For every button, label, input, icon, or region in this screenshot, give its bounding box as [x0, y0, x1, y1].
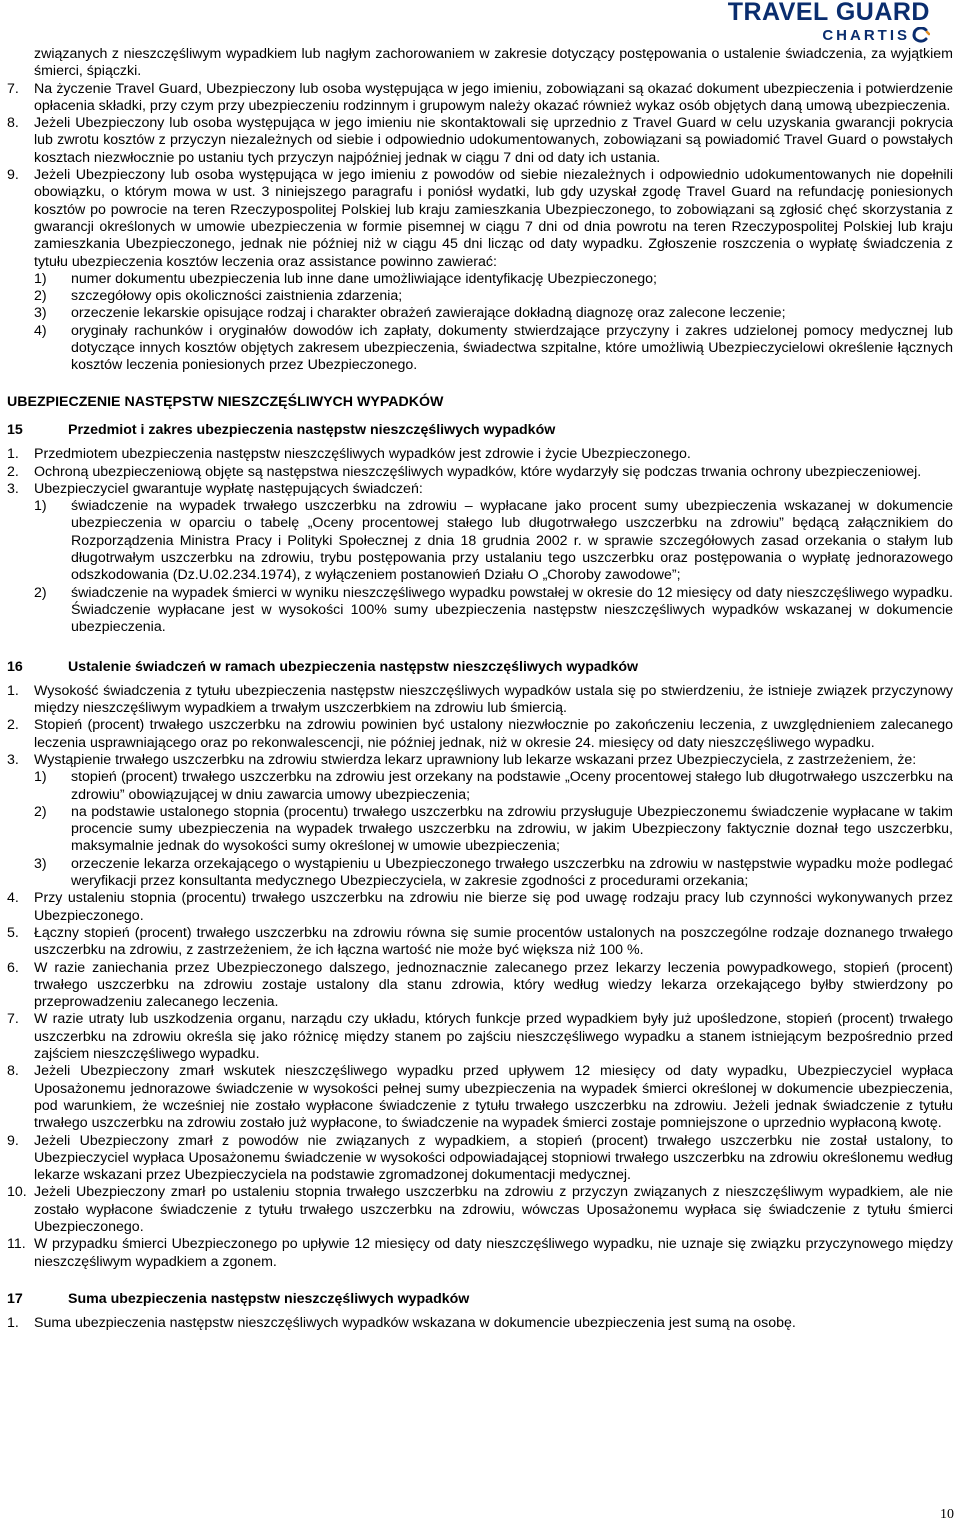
sub-item-text: szczegółowy opis okoliczności zaistnienia zdarzenia; — [71, 288, 403, 305]
item-number: 10. — [7, 1184, 27, 1201]
item-number: 1. — [7, 682, 19, 699]
sub-item — [34, 585, 953, 637]
list-item — [7, 1063, 953, 1132]
intro-continuation — [7, 46, 953, 81]
list-item — [7, 683, 953, 718]
sub-item — [34, 769, 953, 804]
list-item — [7, 446, 953, 463]
item-number: 4. — [7, 890, 19, 907]
sub-item-number: 2) — [34, 803, 47, 820]
logo-brand: TRAVEL GUARD — [727, 0, 930, 26]
sub-item-text: oryginały rachunków i oryginałów dowodów ich zapłaty, dokumenty stwierdzające przyczyny i zakres udzielonej pomocy medycznej lub dotyczące innych kosztów objętych zakresem ubezpieczenia, świadectwa szpitalne, które umożliwią Ubezpieczycielowi określenie łącznych kosztów leczenia poniesionych przez Ubezpieczonego. — [71, 322, 953, 374]
sub-item-text: numer dokumentu ubezpieczenia lub inne dane umożliwiające identyfikację Ubezpieczonego; — [71, 270, 657, 287]
sub-item-text: stopień (procent) trwałego uszczerbku na zdrowiu jest orzekany na podstawie „Oceny procentowej stałego lub długotrwałego uszczerbku na zdrowiu” obowiązującej w dniu zawarcia umowy ubezpieczenia; — [71, 769, 953, 803]
item-text: Jeżeli Ubezpieczony lub osoba występująca w jego imieniu nie skontaktowali się uprzednio z Travel Guard w celu uzyskania gwarancji pokrycia lub zwrotu kosztów z przyczyn niezależnych od siebie i odpowiednio udokumentowanych, zobowiązani są powiadomić Travel Guard o powstałych kosztach niezwłocznie po ustaniu tych przyczyn najpóźniej jednak w ciągu 7 dni od daty ich ustania. — [34, 115, 953, 166]
sub-item — [34, 305, 953, 322]
list-item — [7, 167, 953, 271]
sub-item — [34, 804, 953, 856]
item-number: 5. — [7, 924, 19, 941]
logo-sub: CHARTIS — [822, 27, 910, 44]
sub-item-text: orzeczenie lekarza orzekającego o wystąpieniu u Ubezpieczonego trwałego uszczerbku na zdrowiu w następstwie wypadku może podlegać weryfikacji przez konsultanta medycznego Ubezpieczyciela, w zakresie zgodności z procedurami orzekania; — [71, 855, 953, 890]
item-number: 7. — [7, 1011, 19, 1028]
document-body — [7, 46, 953, 1332]
sub-item-number: 4) — [34, 322, 47, 339]
list-item — [7, 1133, 953, 1185]
item-number: 8. — [7, 1063, 19, 1080]
main-heading: UBEZPIECZENIE NASTĘPSTW NIESZCZĘŚLIWYCH WYPADKÓW — [7, 393, 444, 410]
item-text: Wysokość świadczenia z tytułu ubezpieczenia następstw nieszczęśliwych wypadków ustala się po stwierdzeniu, że istnieje związek przyczynowy między nieszczęśliwym wypadkiem a trwałym uszczerbkiem na zdrowiu lub śmiercią. — [34, 682, 953, 717]
section-number: 16 — [7, 658, 23, 675]
item-number: 2. — [7, 717, 19, 734]
section-title: Ustalenie świadczeń w ramach ubezpieczenia następstw nieszczęśliwych wypadków — [68, 658, 639, 675]
item-number: 9. — [7, 167, 19, 184]
item-text: Jeżeli Ubezpieczony lub osoba występująca w jego imieniu z powodów od siebie niezależnych i odpowiednio udokumentowanych nie dopełnili obowiązku, o którym mowa w ust. 3 niniejszego paragrafu i poniósł wydatki, lub gdy uzyskał zgodę Travel Guard na refundację poniesionych kosztów po powrocie na teren Rzeczypospolitej Polskiej lub kraju zamieszkania Ubezpieczonego, to zobowiązani są zgłosić chęć skorzystania z gwarancji określonych w umowie ubezpieczenia w formie pisemnej w ciągu 7 dni od dnia powrotu na teren Rzeczypospolitej Polskiej lub kraju zamieszkania Ubezpieczonego, jednak nie później niż w ciągu 45 dni licząc od daty wypadku. Zgłoszenie roszczenia o wypłatę świadczenia z tytułu ubezpieczenia kosztów leczenia oraz assistance powinno zawierać: — [34, 167, 953, 270]
item-text: Łączny stopień (procent) trwałego uszczerbku na zdrowiu równa się sumie procentów ustalonych na poszczególne rodzaje doznanego trwałego uszczerbku na zdrowiu, z zastrzeżeniem, że ich łączna wartość nie może być większa niż 100 %. — [34, 924, 953, 959]
sub-item-text: świadczenie na wypadek śmierci w wyniku nieszczęśliwego wypadku powstałej w okresie do 12 miesięcy od daty nieszczęśliwego wypadku. Świadczenie wypłacane jest w wysokości 100% sumy ubezpieczenia następstw nieszczęśliwych wypadków wskazanej w dokumencie ubezpieczenia. — [71, 584, 953, 636]
list-item — [7, 925, 953, 960]
item-number: 1. — [7, 1315, 19, 1332]
sub-item-text: na podstawie ustalonego stopnia (procentu) trwałego uszczerbku na zdrowiu przysługuje Ubezpieczonemu świadczenie wypłacane w takim procencie sumy ubezpieczenia na wypadek trwałego uszczerbku na zdrowiu, w jakim Ubezpieczony faktycznie doznał tego uszczerbku, maksymalnie jednak do wysokości sumy określonej w umowie ubezpieczenia; — [71, 803, 953, 855]
sub-item-number: 1) — [34, 498, 47, 515]
section-heading-17 — [7, 1291, 953, 1308]
item-text: Ubezpieczyciel gwarantuje wypłatę następujących świadczeń: — [34, 480, 423, 497]
sub-item — [34, 856, 953, 891]
item-text: Ochroną ubezpieczeniową objęte są następstwa nieszczęśliwych wypadków, które wydarzyły się podczas trwania ochrony ubezpieczeniowej. — [34, 463, 922, 480]
section-number: 15 — [7, 421, 23, 438]
section-title: Suma ubezpieczenia następstw nieszczęśliwych wypadków — [68, 1290, 470, 1307]
list-item — [7, 81, 953, 116]
item-text: Stopień (procent) trwałego uszczerbku na zdrowiu powinien być ustalony niezwłocznie po zakończeniu leczenia, z uwzględnieniem zalecanego leczenia usprawniającego oraz po rekonwalescencji, nie później jednak, niż w okresie 24. miesięcy od daty nieszczęśliwego wypadku. — [34, 717, 953, 751]
sub-item-number: 1) — [34, 769, 47, 786]
list-item — [7, 1315, 953, 1332]
section-heading-16 — [7, 659, 953, 676]
sub-item-text: orzeczenie lekarskie opisujące rodzaj i charakter obrażeń zawierające dokładną diagnozę oraz zalecone leczenie; — [71, 305, 786, 322]
item-number: 9. — [7, 1132, 19, 1149]
item-text: Jeżeli Ubezpieczony zmarł po ustaleniu stopnia trwałego uszczerbku na zdrowiu z przyczyn związanych z nieszczęśliwym wypadkiem, ale nie zostało wypłacone świadczenie z tytułu trwałego uszczerbku na zdrowiu, wówczas Uposażonemu wypłaca się świadczenie z tytułu śmierci Ubezpieczonego. — [34, 1184, 953, 1235]
item-text: Na życzenie Travel Guard, Ubezpieczony lub osoba występująca w jego imieniu, zobowiązani są okazać dokument ubezpieczenia i potwierdzenie opłacenia składki, przy czym przy ubezpieczeniu rodzinnym i grupowym należy okazać również wykaz osób objętych daną umową ubezpieczenia. — [34, 80, 953, 114]
list-item — [7, 1184, 953, 1236]
item-number: 6. — [7, 959, 19, 976]
item-number: 3. — [7, 480, 19, 497]
sub-item-number: 3) — [34, 855, 47, 872]
section-heading-15 — [7, 422, 953, 439]
list-item — [7, 1236, 953, 1271]
sub-item — [34, 271, 953, 288]
item-text: Wystąpienie trwałego uszczerbku na zdrowiu stwierdza lekarz uprawniony lub lekarze wskazani przez Ubezpieczyciela, z zastrzeżeniem, że: — [34, 751, 917, 768]
item-number: 8. — [7, 115, 19, 132]
sub-item-number: 1) — [34, 270, 47, 287]
list-item — [7, 960, 953, 1012]
item-text: Jeżeli Ubezpieczony zmarł wskutek nieszczęśliwego wypadku przed upływem 12 miesięcy od daty wypadku, Ubezpieczyciel wypłaca Uposażonemu jednorazowe świadczenie w wysokości pełnej sumy ubezpieczenia na wypadek śmierci określonej w dokumencie ubezpieczenia, pod warunkiem, że wcześniej nie zostało wypłacone świadczenie z tytułu trwałego uszczerbku na zdrowiu. Jeżeli jednak świadczenie z tytułu trwałego uszczerbku na zdrowiu zostało już wypłacone, to świadczenie na wypadek śmierci zostaje pomniejszone o uprzednio wypłaconą kwotę. — [34, 1063, 953, 1132]
sub-item-number: 3) — [34, 305, 47, 322]
item-text: Suma ubezpieczenia następstw nieszczęśliwych wypadków wskazana w dokumencie ubezpieczenia jest sumą na osobę. — [34, 1315, 796, 1332]
sub-item-number: 2) — [34, 584, 47, 601]
item-text: Jeżeli Ubezpieczony zmarł z powodów nie związanych z wypadkiem, a stopień (procent) trwałego uszczerbku nie został ustalony, to Ubezpieczyciel wypłaca Uposażonemu świadczenie w wysokości odpowiadającej stopniowi trwałego uszczerbku na zdrowiu określonemu według lekarze wskazani przez Ubezpieczyciela na podstawie zgromadzonej dokumentacji medycznej. — [34, 1132, 953, 1184]
item-number: 2. — [7, 463, 19, 480]
chartis-swirl-icon — [912, 27, 930, 43]
list-item — [7, 1011, 953, 1063]
item-text: W razie zaniechania przez Ubezpieczonego dalszego, jednoznacznie zalecanego przez lekarzy leczenia powypadkowego, stopień (procent) trwałego uszczerbku na zdrowiu zostaje ustalony dla stanu zdrowia, który według wiedzy lekarza orzekającego byłby stwierdzony po przeprowadzeniu zalecanego leczenia. — [34, 959, 953, 1011]
list-item — [7, 481, 953, 498]
paragraph-text: związanych z nieszczęśliwym wypadkiem lub nagłym zachorowaniem w zakresie dotyczący postępowania o ustalenie świadczenia, za wyjątkiem śmierci, śpiączki. — [34, 46, 953, 80]
section-number: 17 — [7, 1290, 23, 1307]
sub-item-text: świadczenie na wypadek trwałego uszczerbku na zdrowiu – wypłacane jako procent sumy ubezpieczenia wskazanej w dokumencie ubezpieczenia w oparciu o tabelę „Oceny procentowej stałego lub długotrwałego uszczerbku na zdrowiu” będącą załącznikiem do Rozporządzenia Ministra Pracy i Polityki Społecznej z dnia 18 grudnia 2002 r. w sprawie szczegółowych zasad orzekania o stałym lub długotrwałym uszczerbku na zdrowiu, trybu postępowania przy ustalaniu tego uszczerbku oraz postępowania o wypłatę jednorazowego odszkodowania (Dz.U.02.234.1974), z wyłączeniem postanowień Działu O „Choroby zawodowe”; — [71, 498, 953, 584]
logo-sub-row — [720, 26, 930, 46]
sub-item — [34, 288, 953, 305]
list-item — [7, 717, 953, 752]
sub-item — [34, 498, 953, 584]
item-text: W przypadku śmierci Ubezpieczonego po upływie 12 miesięcy od daty nieszczęśliwego wypadku, nie uznaje się związku przyczynowego między nieszczęśliwym wypadkiem a zgonem. — [34, 1236, 953, 1270]
travel-guard-logo — [720, 0, 930, 52]
page-number: 10 — [940, 1507, 954, 1522]
item-text: W razie utraty lub uszkodzenia organu, narządu czy układu, których funkcje przed wypadkiem były już upośledzone, stopień (procent) trwałego uszczerbku na zdrowiu określa się jako różnicę między stanem po zajściu nieszczęśliwego wypadku a stanem istniejącym bezpośrednio przed zajściem nieszczęśliwego wypadku. — [34, 1011, 953, 1063]
item-text: Przedmiotem ubezpieczenia następstw nieszczęśliwych wypadków jest zdrowie i życie Ubezpieczonego. — [34, 446, 691, 463]
section-title: Przedmiot i zakres ubezpieczenia następstw nieszczęśliwych wypadków — [68, 421, 556, 438]
list-item — [7, 115, 953, 167]
list-item — [7, 752, 953, 769]
item-text: Przy ustaleniu stopnia (procentu) trwałego uszczerbku na zdrowiu nie bierze się pod uwagę rodzaju pracy lub czynności wykonywanych przez Ubezpieczonego. — [34, 890, 953, 924]
sub-item — [34, 323, 953, 375]
list-item — [7, 464, 953, 481]
item-number: 3. — [7, 751, 19, 768]
item-number: 11. — [7, 1236, 26, 1253]
item-number: 7. — [7, 80, 19, 97]
sub-item-number: 2) — [34, 288, 47, 305]
list-item — [7, 890, 953, 925]
item-number: 1. — [7, 446, 19, 463]
